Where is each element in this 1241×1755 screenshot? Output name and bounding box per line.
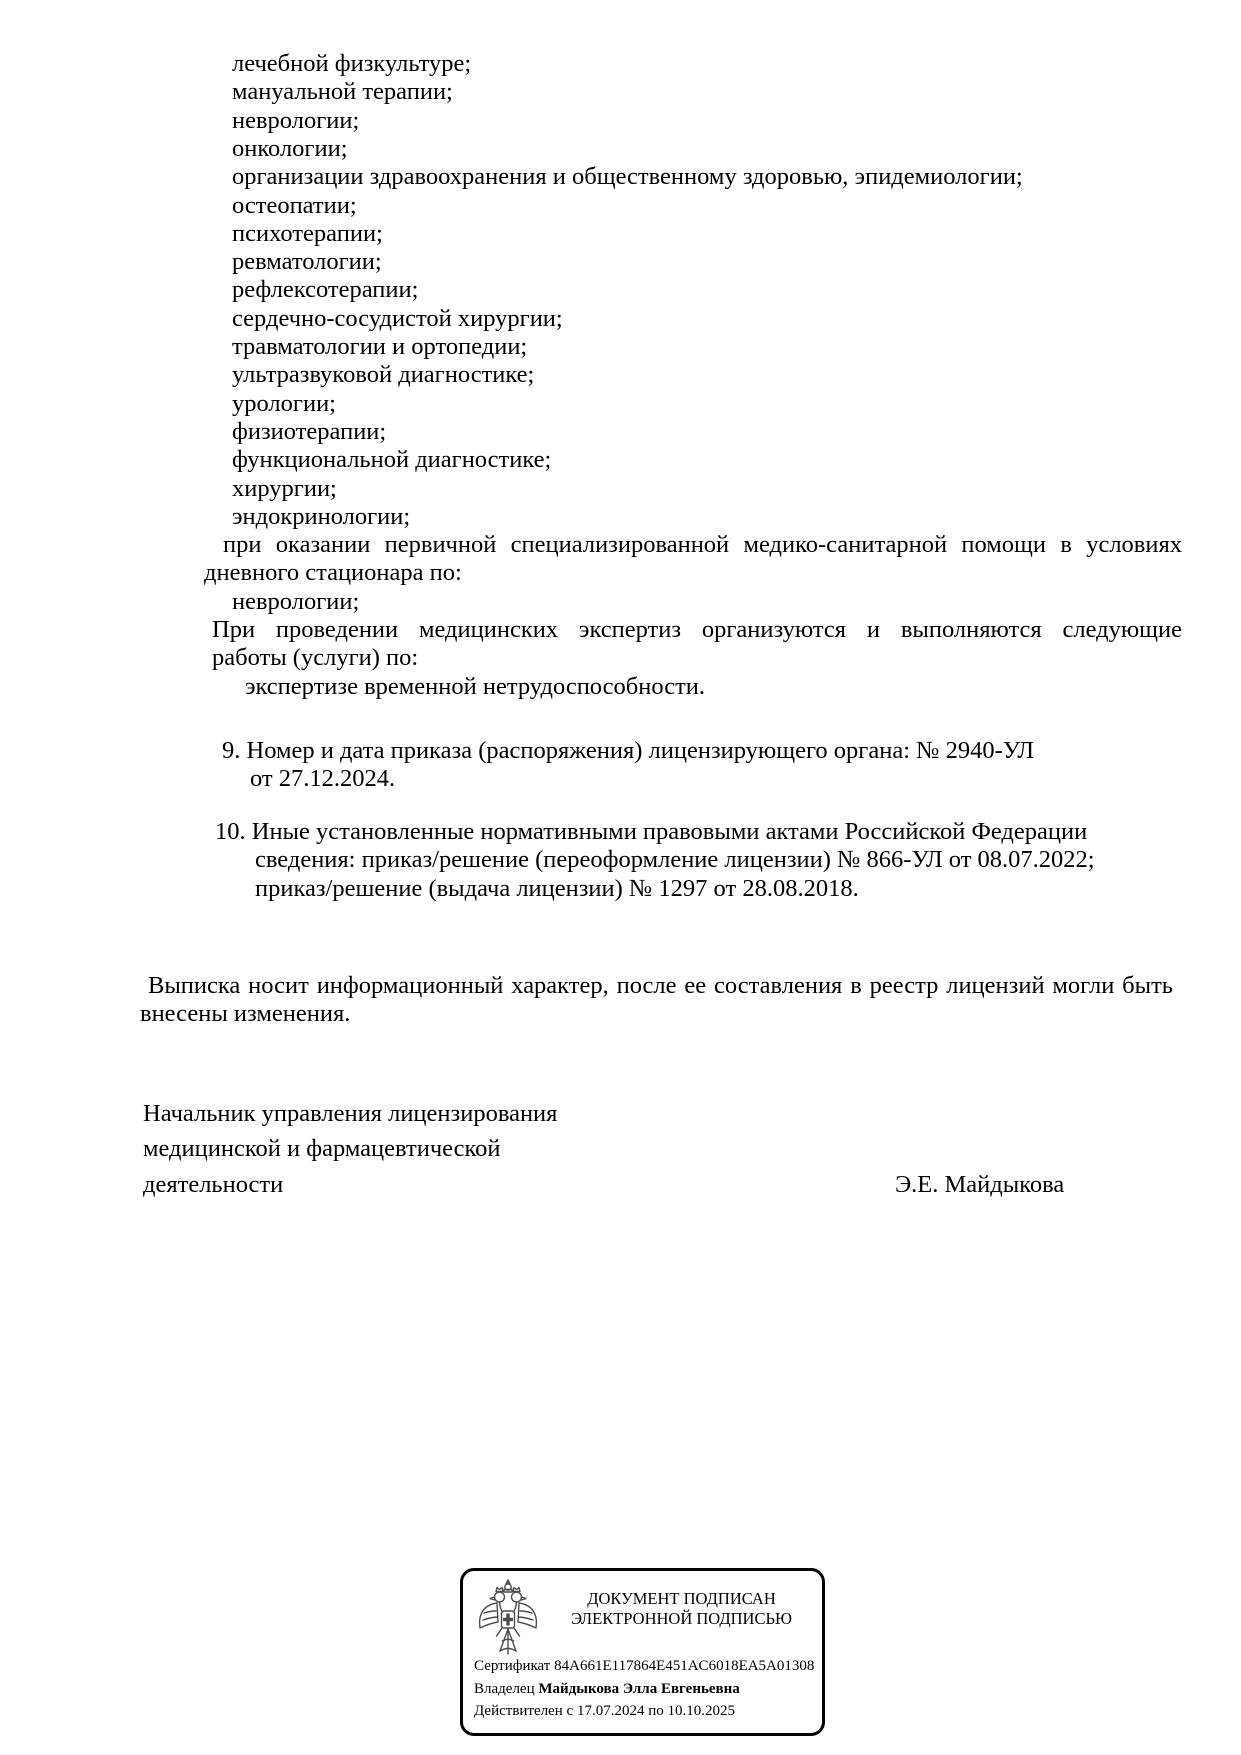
specialty-item: лечебной физкультуре; — [232, 50, 472, 77]
clause-10-line2: сведения: приказ/решение (переоформление лицензии) № 866-УЛ от 08.07.2022; — [255, 846, 1095, 874]
specialty-item: функциональной диагностике; — [232, 446, 552, 474]
specialty-item: ревматологии; — [232, 248, 382, 276]
expertise-clause-line1: При проведении медицинских экспертиз организуются и выполняются следующие — [212, 616, 1182, 643]
specialty-item: организации здравоохранения и общественному здоровью, эпидемиологии; — [232, 163, 1023, 191]
owner-value: Майдыкова Элла Евгеньевна — [538, 1680, 740, 1697]
expertise-clause-line2: работы (услуги) по: — [212, 644, 419, 672]
specialty-item: травматологии и ортопедии; — [232, 333, 528, 360]
primary-care-clause-line2: дневного стационара по: — [204, 559, 462, 587]
owner-line — [474, 1678, 818, 1701]
clause-10-line3: приказ/решение (выдача лицензии) № 1297 от 28.08.2018. — [255, 874, 859, 902]
expertise-item: экспертизе временной нетрудоспособности. — [245, 672, 706, 700]
sub-specialty-item: неврологии; — [232, 587, 360, 615]
specialty-item: остеопатии; — [232, 191, 357, 219]
owner-label: Владелец — [474, 1680, 535, 1697]
specialty-item: физиотерапии; — [232, 417, 387, 445]
specialty-item: хирургии; — [232, 474, 337, 502]
specialty-item: ультразвуковой диагностике; — [232, 361, 535, 389]
certificate-value: 84A661E117864E451AC6018EA5A01308 — [554, 1658, 815, 1674]
specialty-item: сердечно-сосудистой хирургии; — [232, 304, 563, 332]
stamp-title — [545, 1589, 818, 1628]
clause-9-line1: 9. Номер и дата приказа (распоряжения) лицензирующего органа: № 2940-УЛ — [222, 737, 1034, 764]
primary-care-clause-line1: при оказании первичной специализированной медико-санитарной помощи в условиях — [223, 531, 1182, 559]
signer-name: Э.Е. Майдыкова — [895, 1170, 1065, 1198]
stamp-certificate-block — [474, 1655, 818, 1723]
certificate-line — [474, 1655, 818, 1678]
signer-title-line3: деятельности — [143, 1170, 284, 1198]
clause-9-line2: от 27.12.2024. — [250, 765, 396, 793]
roszdravnadzor-emblem-icon — [475, 1579, 541, 1657]
specialty-item: психотерапии; — [232, 219, 383, 247]
specialty-item: урологии; — [232, 389, 336, 417]
note-line2: внесены изменения. — [140, 1000, 351, 1028]
specialty-item: мануальной терапии; — [232, 78, 453, 106]
electronic-signature-stamp — [460, 1568, 825, 1736]
clause-10-line1: 10. Иные установленные нормативными правовыми актами Российской Федерации — [215, 818, 1088, 845]
validity-line: Действителен с 17.07.2024 по 10.10.2025 — [474, 1703, 735, 1719]
signer-title-line1: Начальник управления лицензирования — [143, 1100, 558, 1127]
specialty-item: онкологии; — [232, 134, 348, 162]
specialty-item: эндокринологии; — [232, 502, 411, 530]
stamp-title-line1: ДОКУМЕНТ ПОДПИСАН — [587, 1589, 776, 1608]
signer-title-line2: медицинской и фармацевтической — [143, 1135, 501, 1163]
note-line1: Выписка носит информационный характер, после ее составления в реестр лицензий могли быть — [148, 972, 1173, 999]
stamp-title-line2: ЭЛЕКТРОННОЙ ПОДПИСЬЮ — [571, 1608, 792, 1628]
specialty-item: неврологии; — [232, 106, 360, 134]
specialty-item: рефлексотерапии; — [232, 276, 419, 304]
certificate-label: Сертификат — [474, 1658, 551, 1674]
